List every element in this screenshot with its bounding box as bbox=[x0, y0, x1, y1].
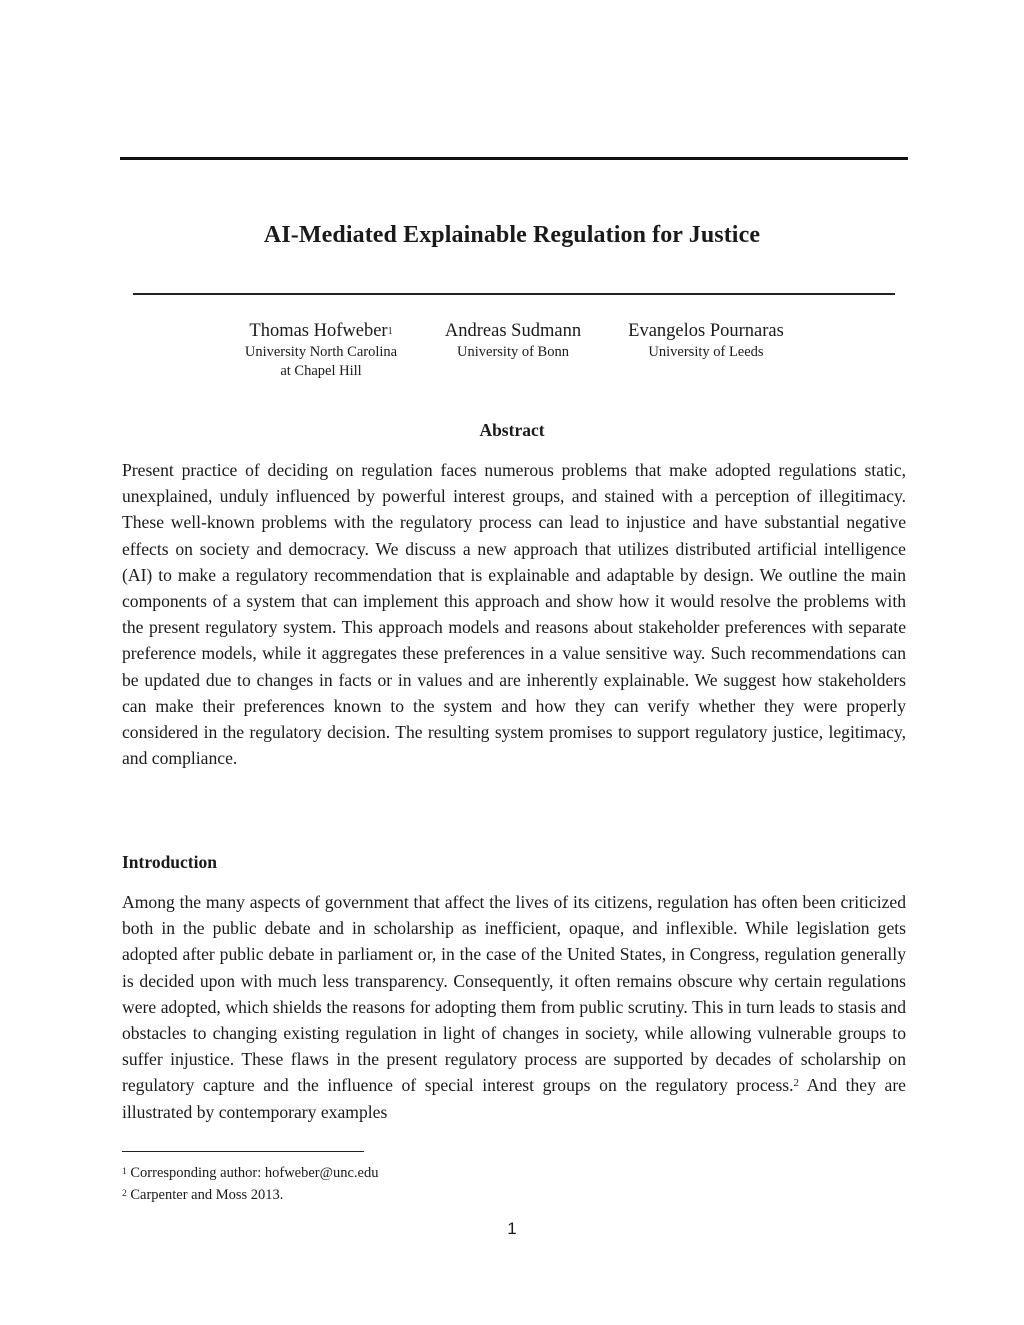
paper-title: AI-Mediated Explainable Regulation for Justice bbox=[263, 222, 761, 248]
author-name: Thomas Hofweber$^1$ bbox=[249, 321, 393, 341]
page-number: 1 bbox=[507, 1219, 517, 1238]
author-3 bbox=[601, 319, 811, 362]
author-affiliation: University of Bonn bbox=[457, 344, 569, 360]
abstract-heading: Abstract bbox=[479, 420, 545, 440]
author-name: Evangelos Pournaras bbox=[628, 321, 784, 341]
introduction-heading: Introduction bbox=[122, 852, 217, 872]
author-affiliation: University North Carolina bbox=[244, 344, 398, 360]
footnote-mark: 1 bbox=[122, 1167, 127, 1177]
footnote-mark: 2 bbox=[122, 1189, 127, 1199]
author-affiliation-line2: at Chapel Hill bbox=[280, 363, 362, 379]
title-rule bbox=[133, 293, 895, 295]
abstract-body: Present practice of deciding on regulation faces numerous problems that make adopted regulations static, unexplained, unduly influenced by powerful interest groups, and stained with a perception of illegitimacy. These well-known problems with the regulatory process can lead to injustice and have substantial negative effects on society and democracy. We discuss a new approach that utilizes distributed artificial intelligence (AI) to make a regulatory recommendation that is explainable and adaptable by design. We outline the main components of a system that can implement this approach and show how it would resolve the problems with the present regulatory system. This approach models and reasons about stakeholder preferences with separate preference models, while it aggregates these preferences in a value sensitive way. Such recommendations can be updated due to changes in facts or in values and are inherently explainable. We suggest how stakeholders can make their preferences known to the system and how they can verify whether they were properly considered in the regulatory decision. The resulting system promises to support regulatory justice, legitimacy, and compliance. bbox=[122, 460, 906, 769]
header-rule bbox=[120, 157, 908, 160]
introduction-body: Among the many aspects of government that affect the lives of its citizens, regulation has often been criticized both in the public debate and in scholarship as inefficient, opaque, and inflexible. While legislation gets adopted after public debate in parliament or, in the case of the United States, in Congress, regulation generally is decided upon with much less transparency. Consequently, it often remains obscure why certain regulations were adopted, which shields the reasons for adopting them from public scrutiny. This in turn leads to stasis and obstacles to changing existing regulation in light of changes in society, while allowing vulnerable groups to suffer injustice. These flaws in the present regulatory process are supported by decades of scholarship on regulatory capture and the influence of special interest groups on the regulatory process.$^2$ And they are illustrated by contemporary examples bbox=[122, 892, 906, 1122]
footnote-mark: 2 bbox=[793, 1077, 800, 1090]
author-block bbox=[0, 319, 1024, 389]
author-name: Andreas Sudmann bbox=[444, 321, 582, 341]
author-1 bbox=[216, 319, 426, 381]
footnote-mark: 1 bbox=[387, 326, 393, 337]
author-affiliation: University of Leeds bbox=[648, 344, 764, 360]
footnote-rule bbox=[122, 1151, 364, 1152]
footnote-1: $^1$ Corresponding author: hofweber@unc.edu bbox=[122, 1165, 379, 1181]
author-2 bbox=[408, 319, 618, 362]
footnote-2: $^2$ Carpenter and Moss 2013. bbox=[122, 1187, 284, 1203]
